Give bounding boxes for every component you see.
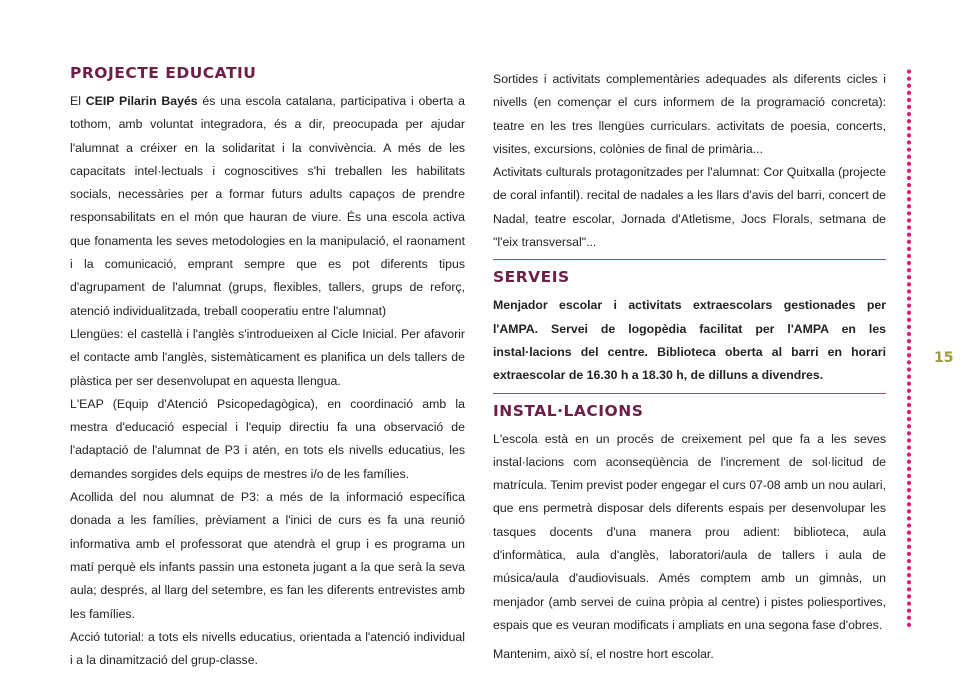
dotted-border-decoration [904, 68, 914, 630]
outings-paragraph: Sortides i activitats complementàries adequades als diferents cicles i nivells (en començar el curs informem de la programació concreta): teatre en les tres llengües curriculars. activitats de poesia, concerts, visites, excursions, colònies de final de primària... [493, 72, 886, 156]
cultural-activities-paragraph: Activitats culturals protagonitzades per l'alumnat: Cor Quitxalla (projecte de coral infantil). recital de nadales a les llars d'avis del barri, concert de Nadal, teatre escolar, Jornada d'Atletisme, Jocs Florals, setmana de "l'eix transversal"... [493, 165, 886, 250]
right-column [493, 68, 886, 667]
left-column [70, 64, 465, 672]
tutorial-paragraph: Acció tutorial: a tots els nivells educatius, orientada a l'atenció individual i a la dinamització del grup-classe. [70, 629, 465, 668]
p3-welcome-paragraph: Acollida del nou alumnat de P3: a més de la informació específica donada a les famílies, prèviament a l'inici de curs es fa una reunió informativa amb el professorat que atendrà el grup i es programa un matí perquè els infants passin una estoneta jugant a la que serà la seva aula; després, al llarg del setembre, es fan les diferents entrevistes amb les famílies. [70, 490, 465, 621]
installacions-heading: INSTAL·LACIONS [493, 401, 644, 420]
school-name: CEIP Pilarin Bayés [85, 94, 198, 108]
section-divider [493, 259, 886, 260]
intro-lead: El [70, 94, 86, 108]
serveis-paragraph: Menjador escolar i activitats extraescolars gestionades per l'AMPA. Servei de logopèdia facilitat per l'AMPA en les instal·lacions del centre. Biblioteca oberta al barri en horari extraescolar de 16.30 h a 18.30 h, de dilluns a divendres. [493, 298, 886, 383]
languages-paragraph: Llengües: el castellà i l'anglès s'introdueixen al Cicle Inicial. Per afavorir el contacte amb l'anglès, sistemàticament es planifica un dels tallers de plàstica per ser desenvolupat en aquesta llengua. [70, 326, 465, 388]
intro-rest: és una escola catalana, participativa i oberta a tothom, amb voluntat integradora, és a dir, preocupada per ajudar l'alumnat a créixer en la solidaritat i la convivència. A més de les capacitats intel·lectuals i cognoscitives s'hi treballen les habilitats socials, necessàries per a formar futurs adults capaços de prendre responsabilitats en el món que hauran de viure. És una escola activa que fonamenta les seves metodologies en la manipulació, el raonament i la comunicació, emprant sempre que es pot diferents tipus d'agrupament de l'alumnat (grups, flexibles, tallers, grups de reforç, atenció individualitzada, treball cooperatiu entre l'alumnat) [70, 94, 465, 318]
intro-paragraph [70, 90, 465, 323]
installacions-paragraph: L'escola està en un procés de creixement pel que fa a les seves instal·lacions com aconseqüència de l'increment de sol·licitud de matrícula. Tenim previst poder engegar el curs 07-08 amb un nou aulari, que ens permetrà disposar dels diferents espais per desenvolupar les tasques docents d'una manera prou adient: biblioteca, aula d'informàtica, aula d'anglès, laboratori/aula de tallers i aula de música/aula d'audiovisuals. Amés comptem amb un gimnàs, un menjador (amb servei de cuina pròpia al centre) i pistes poliesportives, espais que es veuran modificats i ampliats en una segona fase d'obres. [493, 431, 886, 632]
eap-paragraph: L'EAP (Equip d'Atenció Psicopedagògica), en coordinació amb la mestra d'educació especial i l'equip directiu fa una observació de l'adaptació de l'alumnat de P3 i atén, en tots els nivells educatius, les demandes sorgides dels equips de mestres i/o de les famílies. [70, 396, 465, 481]
serveis-heading: SERVEIS [493, 268, 570, 287]
projecte-educatiu-heading: PROJECTE EDUCATIU [70, 64, 257, 82]
section-divider [493, 393, 886, 394]
closing-paragraph: Mantenim, això sí, el nostre hort escolar. [493, 647, 714, 662]
page-number: 15 [934, 350, 954, 366]
